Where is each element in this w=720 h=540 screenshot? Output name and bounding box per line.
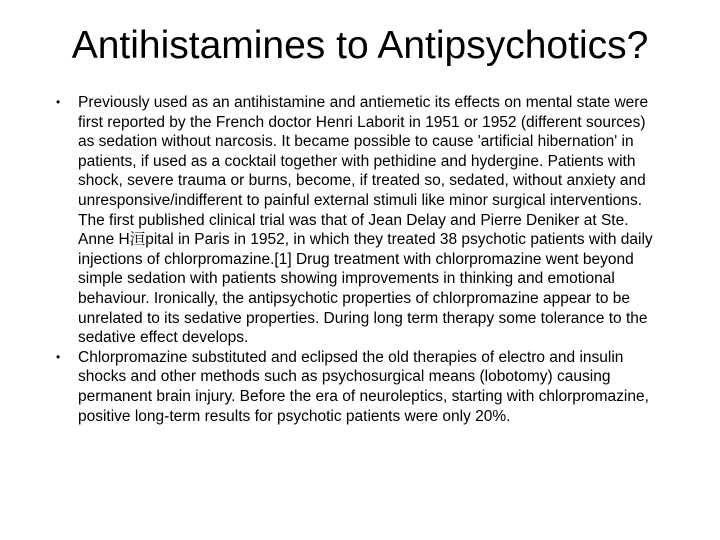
- bullet-text: Previously used as an antihistamine and antiemetic its effects on mental state were first reported by the French doctor Henri Laborit in 1951 or 1952 (different sources) as sedation without narcosis. It became possible to cause 'artificial hibernation' in patients, if used as a cocktail together with pethidine and hydergine. Patients with shock, severe trauma or burns, become, if treated so, sedated, without anxiety and unresponsive/indifferent to painful external stimuli like minor surgical interventions. The first published clinical trial was that of Jean Delay and Pierre Deniker at Ste. Anne H洹pital in Paris in 1952, in which they treated 38 psychotic patients with daily injections of chlorpromazine.[1] Drug treatment with chlorpromazine went beyond simple sedation with patients showing improvements in thinking and emotional behaviour. Ironically, the antipsychotic properties of chlorpromazine appear to be unrelated to its sedative properties. During long term therapy some tolerance to the sedative effect develops.: [78, 94, 653, 347]
- bullet-dot-icon: •: [56, 349, 61, 364]
- bullet-item: [50, 348, 660, 426]
- bullet-list: [50, 93, 660, 426]
- bullet-text: Chlorpromazine substituted and eclipsed the old therapies of electro and insulin shocks and other methods such as psychosurgical means (lobotomy) causing permanent brain injury. Before the era of neuroleptics, starting with chlorpromazine, positive long-term results for psychotic patients were only 20%.: [78, 348, 649, 425]
- slide-title: Antihistamines to Antipsychotics?: [71, 24, 649, 67]
- bullet-dot-icon: •: [56, 95, 61, 109]
- bullet-item: [50, 93, 660, 348]
